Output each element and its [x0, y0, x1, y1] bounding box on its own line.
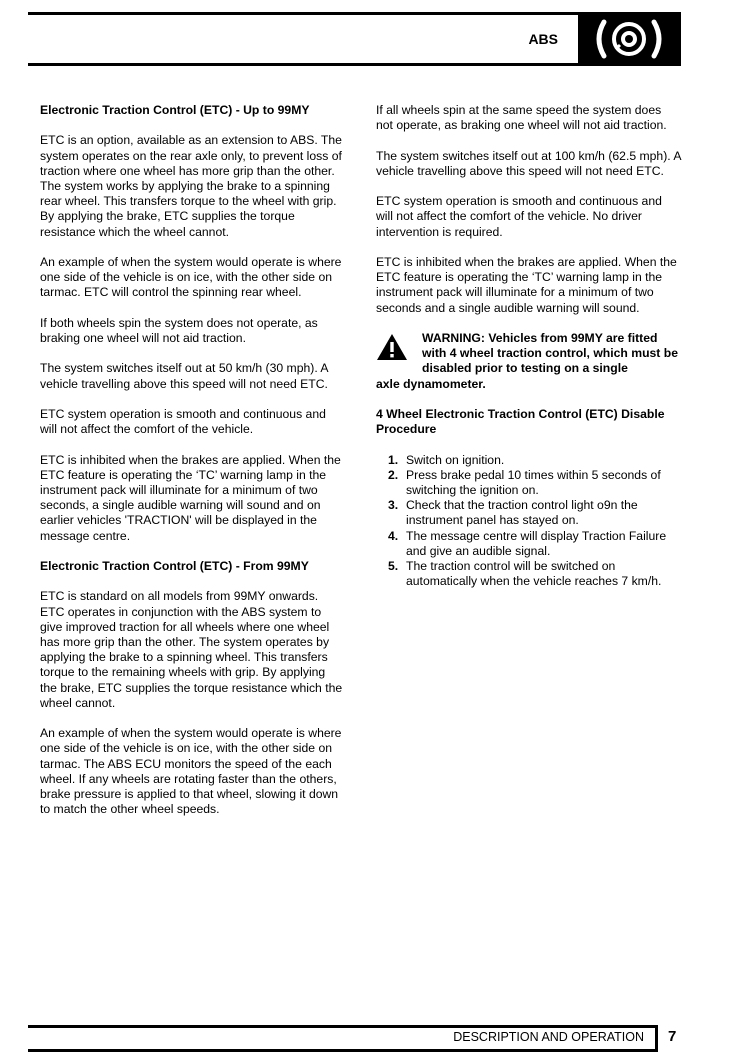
paragraph: The system switches itself out at 100 km/h (62.5 mph). A vehicle travelling above this speed will not need ETC.: [376, 148, 681, 178]
step-text: Check that the traction control light o9n the instrument panel has stayed on.: [406, 498, 638, 528]
heading-etc-up-to-99my: Electronic Traction Control (ETC) - Up to 99MY: [40, 103, 310, 117]
paragraph: The system switches itself out at 50 km/h (30 mph). A vehicle travelling above this speed will not need ETC.: [40, 361, 328, 391]
list-item: [376, 468, 681, 498]
warning-text-tail: axle dynamometer.: [376, 376, 486, 391]
brake-disc-warning-icon: [590, 16, 668, 62]
right-column: [376, 103, 681, 589]
step-number: 2.: [388, 467, 399, 482]
heading-etc-from-99my: Electronic Traction Control (ETC) - From 99MY: [40, 558, 309, 573]
paragraph: ETC is standard on all models from 99MY onwards. ETC operates in conjunction with the ABS system to give improved traction for all wheels where one wheel has more grip than the other. The system operates by applying the brake to a spinning wheel. This transfers torque to the remaining wheels with grip. By applying the brake, ETC supplies the torque resistance which the wheel cannot.: [40, 589, 343, 710]
footer-divider: [655, 1025, 658, 1052]
heading-disable-procedure: 4 Wheel Electronic Traction Control (ETC) Disable Procedure: [376, 406, 665, 437]
list-item: [376, 498, 681, 528]
left-column: [40, 103, 345, 833]
list-item: [376, 529, 681, 559]
step-text: The traction control will be switched on automatically when the vehicle reaches 7 km/h.: [406, 559, 662, 589]
paragraph: If all wheels spin at the same speed the system does not operate, as braking one wheel will not aid traction.: [376, 103, 667, 133]
section-icon-box: [578, 12, 681, 66]
paragraph: An example of when the system would operate is where one side of the vehicle is on ice, with the other side on tarmac. The ABS ECU monitors the speed of the each wheel. If any wheels are rotating faster than the others, brake pressure is applied to that wheel, slowing it down to match the other wheel speeds.: [40, 726, 342, 817]
page-number: 7: [668, 1028, 677, 1045]
step-number: 3.: [388, 498, 399, 513]
paragraph: ETC is an option, available as an extension to ABS. The system operates on the rear axle only, to prevent loss of traction where one wheel has more grip than the other. The system works by applying the brake to a spinning rear wheel. This transfers torque to the wheel with grip. By applying the brake, ETC supplies the torque resistance which the wheel cannot.: [40, 133, 342, 239]
paragraph: ETC is inhibited when the brakes are applied. When the ETC feature is operating the ‘TC’ warning lamp in the instrument pack will illuminate for a minimum of two seconds and a single audible warning will sound.: [376, 254, 677, 315]
procedure-steps: [376, 453, 681, 590]
list-item: [376, 453, 681, 468]
warning-block: [376, 331, 681, 392]
paragraph: An example of when the system would operate is where one side of the vehicle is on ice, with the other side on tarmac. ETC will control the spinning rear wheel.: [40, 255, 342, 300]
step-number: 5.: [388, 559, 399, 573]
paragraph: If both wheels spin the system does not operate, as braking one wheel will not aid traction.: [40, 315, 318, 345]
step-text: Press brake pedal 10 times within 5 seconds of switching the ignition on.: [406, 467, 661, 497]
step-text: Switch on ignition.: [406, 452, 505, 467]
warning-triangle-icon: [376, 333, 408, 361]
list-item: [376, 559, 681, 589]
paragraph: ETC system operation is smooth and continuous and will not affect the comfort of the vehicle.: [40, 406, 326, 437]
section-title: ABS: [528, 31, 558, 47]
step-text: The message centre will display Traction Failure and give an audible signal.: [406, 528, 667, 558]
paragraph: ETC system operation is smooth and continuous and will not affect the comfort of the vehicle. No driver intervention is required.: [376, 194, 662, 239]
footer-title: DESCRIPTION AND OPERATION: [453, 1030, 644, 1044]
step-number: 4.: [388, 528, 399, 543]
paragraph: ETC is inhibited when the brakes are applied. When the ETC feature is operating the ‘TC’ warning lamp in the instrument pack will illuminate for a minimum of two seconds, a single audible warning will sound and on earlier vehicles 'TRACTION' will be displayed in the message centre.: [40, 452, 341, 543]
warning-text: WARNING: Vehicles from 99MY are fitted with 4 wheel traction control, which must be disabled prior to testing on a single: [422, 330, 678, 376]
footer-rule-bottom: [28, 1049, 658, 1052]
footer-rule-top: [28, 1025, 658, 1028]
step-number: 1.: [388, 452, 399, 467]
